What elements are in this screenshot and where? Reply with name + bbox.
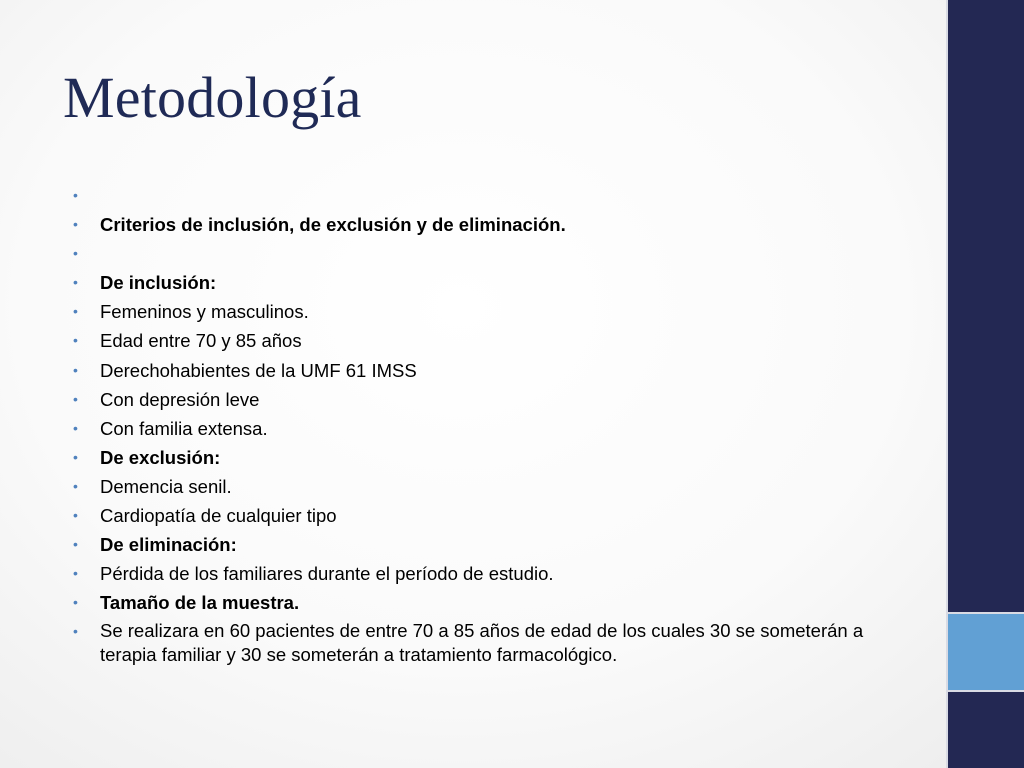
list-item	[73, 239, 903, 268]
side-accent-block	[948, 614, 1024, 690]
bullet-icon: •	[73, 565, 78, 582]
list-item	[73, 588, 903, 617]
bullet-icon: •	[73, 507, 78, 524]
list-item-text: Derechohabientes de la UMF 61 IMSS	[100, 359, 417, 381]
list-item-text: Edad entre 70 y 85 años	[100, 330, 302, 352]
bullet-icon: •	[73, 361, 78, 378]
list-item	[73, 443, 903, 472]
bullet-icon: •	[73, 448, 78, 465]
bullet-icon: •	[73, 419, 78, 436]
list-item	[73, 559, 903, 588]
list-item-text: Se realizara en 60 pacientes de entre 70 a 85 años de edad de los cuales 30 se someterán a terapia familiar y 30 se someterán a tratamiento farmacológico.	[100, 620, 864, 666]
bullet-icon: •	[73, 245, 78, 262]
list-item-text: De exclusión:	[100, 446, 221, 468]
list-item-text: De inclusión:	[100, 272, 217, 294]
bullet-icon: •	[73, 623, 78, 640]
list-item-text: De eliminación:	[100, 534, 237, 556]
list-item-text: Con familia extensa.	[100, 417, 268, 439]
bullet-icon: •	[73, 536, 78, 553]
bullet-icon: •	[73, 594, 78, 611]
bullet-icon: •	[73, 216, 78, 233]
list-item	[73, 356, 903, 385]
bullet-icon: •	[73, 477, 78, 494]
list-item-text: Criterios de inclusión, de exclusión y de eliminación.	[100, 214, 566, 236]
list-item	[73, 501, 903, 530]
side-accent-divider	[948, 690, 1024, 692]
bullet-icon: •	[73, 303, 78, 320]
list-item-text: Cardiopatía de cualquier tipo	[100, 505, 337, 527]
list-item-text: Tamaño de la muestra.	[100, 592, 300, 614]
list-item	[73, 326, 903, 355]
list-item	[73, 530, 903, 559]
list-item	[73, 268, 903, 297]
list-item-text: Femeninos y masculinos.	[100, 301, 309, 323]
bullet-icon: •	[73, 390, 78, 407]
list-item	[73, 472, 903, 501]
list-item	[73, 414, 903, 443]
list-item	[73, 617, 903, 667]
list-item	[73, 181, 903, 210]
slide-title: Metodología	[63, 65, 362, 130]
bullet-icon: •	[73, 274, 78, 291]
list-item-text: Demencia senil.	[100, 475, 232, 497]
list-item	[73, 385, 903, 414]
bullet-list	[73, 181, 903, 667]
list-item-text: Pérdida de los familiares durante el período de estudio.	[100, 563, 554, 585]
list-item	[73, 297, 903, 326]
bullet-icon: •	[73, 332, 78, 349]
bullet-icon: •	[73, 187, 78, 203]
list-item-text: Con depresión leve	[100, 388, 260, 410]
list-item	[73, 210, 903, 239]
